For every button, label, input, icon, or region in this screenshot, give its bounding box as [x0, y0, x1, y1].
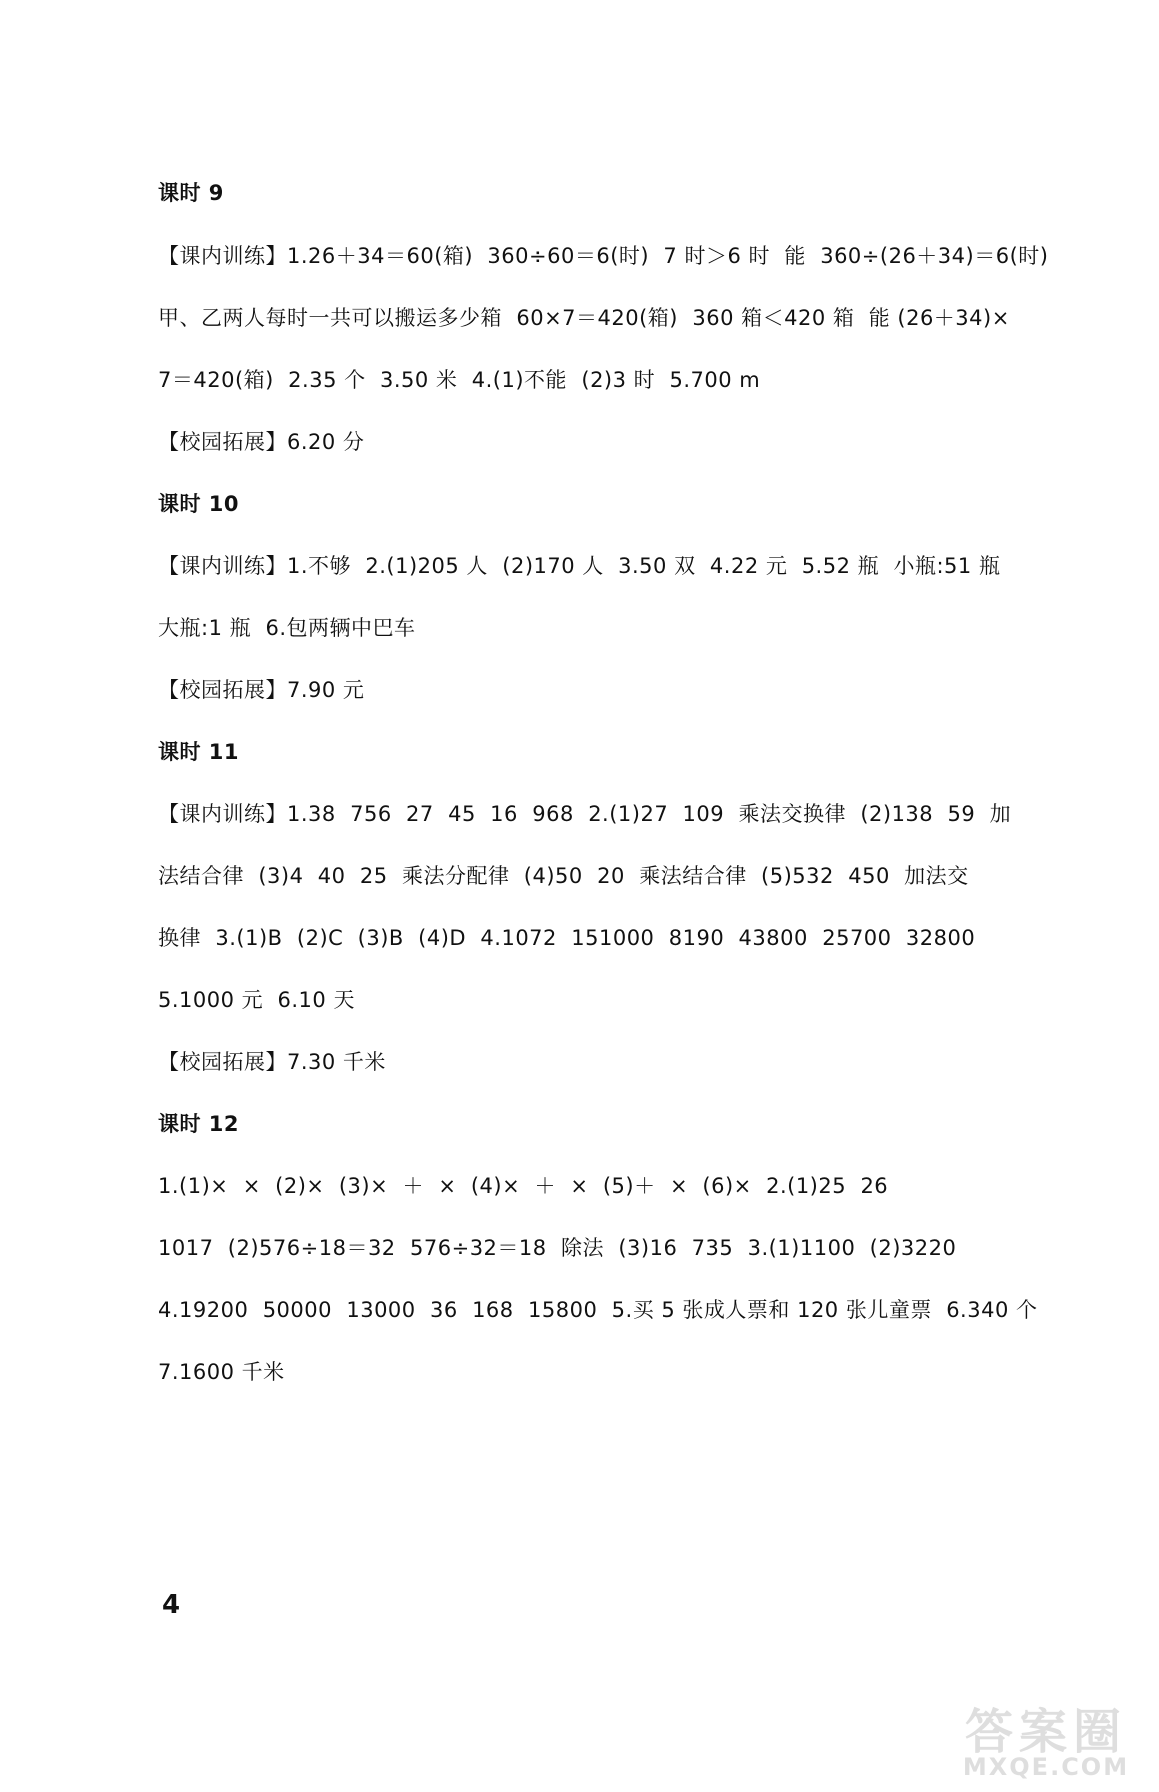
section-9-line-2: 甲、乙两人每时一共可以搬运多少箱 60×7＝420(箱) 360 箱＜420 箱 能 (26＋34)×	[158, 306, 1010, 330]
section-9-line-4: 【校园拓展】6.20 分	[158, 430, 365, 454]
watermark-url: MXQE.COM	[962, 1753, 1130, 1781]
section-11-line-2: 法结合律 (3)4 40 25 乘法分配律 (4)50 20 乘法结合律 (5)532 450 加法交	[158, 864, 969, 888]
section-12-line-3: 4.19200 50000 13000 36 168 15800 5.买 5 张成人票和 120 张儿童票 6.340 个	[158, 1298, 1038, 1322]
section-10-line-2: 大瓶:1 瓶 6.包两辆中巴车	[158, 616, 416, 640]
section-10-line-3: 【校园拓展】7.90 元	[158, 678, 365, 702]
page-number: 4	[162, 1590, 181, 1620]
section-12-line-4: 7.1600 千米	[158, 1360, 285, 1384]
section-11-line-1: 【课内训练】1.38 756 27 45 16 968 2.(1)27 109 乘法交换律 (2)138 59 加	[158, 802, 1012, 826]
section-9-line-3: 7＝420(箱) 2.35 个 3.50 米 4.(1)不能 (2)3 时 5.700 m	[158, 368, 761, 392]
section-heading-11: 课时 11	[158, 740, 240, 764]
section-9-line-1: 【课内训练】1.26＋34＝60(箱) 360÷60＝6(时) 7 时＞6 时 能 360÷(26＋34)＝6(时)	[158, 244, 1049, 268]
watermark-logo	[951, 1693, 1141, 1788]
section-heading-9: 课时 9	[158, 181, 224, 205]
section-12-line-2: 1017 (2)576÷18＝32 576÷32＝18 除法 (3)16 735 3.(1)1100 (2)3220	[158, 1236, 957, 1260]
watermark-title: 答案圈	[964, 1704, 1127, 1760]
section-11-line-3: 换律 3.(1)B (2)C (3)B (4)D 4.1072 151000 8190 43800 25700 32800	[158, 926, 976, 950]
section-heading-12: 课时 12	[158, 1112, 240, 1136]
section-heading-10: 课时 10	[158, 492, 240, 516]
section-11-line-5: 【校园拓展】7.30 千米	[158, 1050, 386, 1074]
section-11-line-4: 5.1000 元 6.10 天	[158, 988, 355, 1012]
section-10-line-1: 【课内训练】1.不够 2.(1)205 人 (2)170 人 3.50 双 4.22 元 5.52 瓶 小瓶:51 瓶	[158, 554, 1001, 578]
section-12-line-1: 1.(1)× × (2)× (3)× ＋ × (4)× ＋ × (5)＋ × (6)× 2.(1)25 26	[158, 1174, 889, 1198]
